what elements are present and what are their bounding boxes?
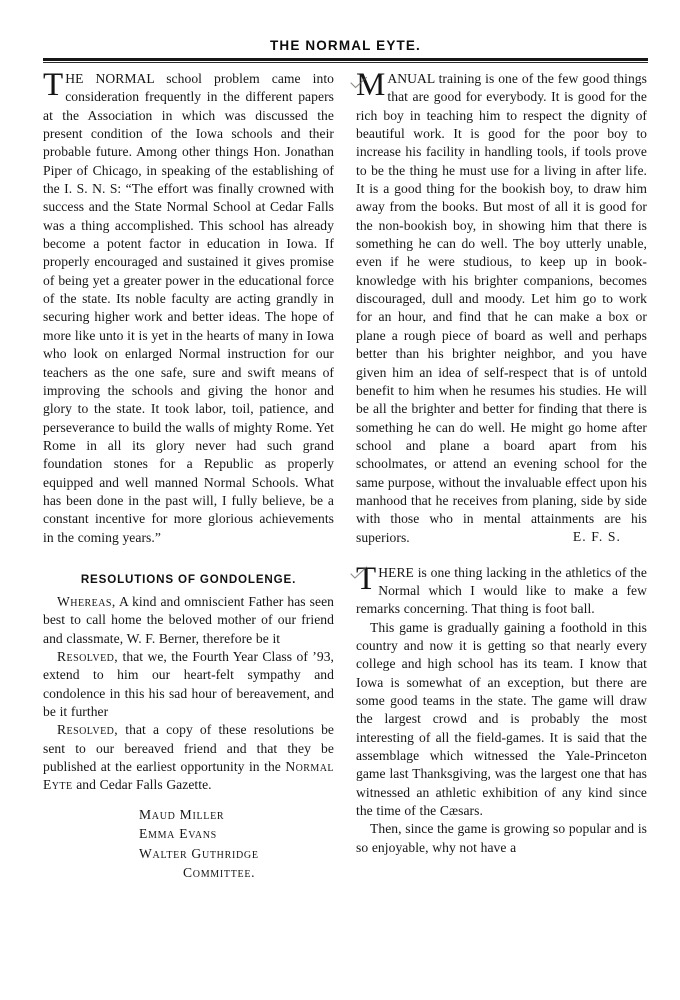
header-rule-group [43, 58, 648, 63]
whereas-lead: Whereas, [57, 593, 116, 609]
page-header [43, 38, 648, 53]
right-column [356, 67, 647, 990]
article-football-paragraph-2 [356, 619, 647, 821]
two-column-body [43, 67, 648, 990]
article-normal-school-text: HE NORMAL school problem came into consideration frequently in the different papers at the Association in which was discussed the present condition of the Iowa schools and their probable future. Among other things Hon. Jonathan Piper of Chicago, in speaking of the establishing of the I. S. N. S: “The effort was finally crowned with success and the State Normal School at Cedar Falls was a thing accomplished. This school has already become a potent factor in education in Iowa. If properly encouraged and sustained it gives promise of being yet a greater power in the educational force of the state. Its noble faculty are acting grandly in securing higher work and better ideas. The hope of more like unto it is yet in the hearts of many in Iowa who look on enlarged Normal instruction for our teachers as the one safe, sure and swift means of improving the schools and giving the honor and glory to the state. It took labor, toil, patience, and perseverance to build the walls of mighty Rome. Yet Rome in all its glory never had such grand foundation stones for a Republic as properly equipped and well manned Normal Schools. What has been done in the past will, I fully believe, be a constant incentive for more glorious achievements in the coming years.” [43, 71, 334, 545]
signature-committee-label: Committee. [183, 865, 256, 881]
dropcap-t: T [43, 67, 64, 103]
resolved-text-2a: that a copy of these resolutions be sent to our bereaved friend and that they be published at the earliest opportunity in the [43, 722, 334, 775]
article-football-text-2: This game is gradually gaining a foothold in this country and now it is getting so that nearly every college and high school has its team. I know that Iowa is somewhat of an exception, but there are some good teams in the state. The game will draw the largest crowd and is probably the most interesting of all the field-games. It is said that the assemblage which witnessed the Yale-Princeton game last Thanksgiving, was the largest one that has witnessed an athletic exhibition of any kind since the time of the Cæsars. [356, 619, 647, 819]
section-heading-resolutions: RESOLUTIONS OF GONDOLENGE. [80, 572, 297, 586]
signature-block [43, 805, 334, 883]
article-football-text-3: Then, since the game is growing so popular and is so enjoyable, why not have a [356, 821, 647, 855]
publication-name: Normal Eyte [43, 759, 334, 793]
resolution-paragraph-first [43, 648, 334, 721]
article-normal-school [43, 67, 334, 547]
article-manual-training-text: ANUAL training is one of the few good things that are good for everybody. It is good for the rich boy in teaching him to respect the dignity of beautiful work. It is good for the poor boy to increase his facility in handling tools, if tools prove to be the thing he must use for a living in after life. It is a good thing for the bookish boy, to draw him away from the books. But most of all it is good for the non-bookish boy, in showing him that there is something he can do well. The boy utterly unable, even if he were studious, to keep up in book-knowledge with his brighter companions, becomes discouraged, dull and moody. Let him go to work for an hour, and find that he can make a box or plane a rough piece of board as well and perhaps better than his brighter neighbor, and you have given him an idea of self-respect that is of untold benefit to him when he resumes his studies. He will be all the brighter and better for finding that there is something he can do well. He might go home after school and plane a board apart from his schoolmates, or attend an evening school for the same purpose, without the invaluable effect upon his manhood that he receives from planing, side by side with those who in mental attainments are his superiors. [356, 71, 647, 545]
article-football-paragraph-3 [356, 820, 647, 857]
header-rule-thin [43, 62, 648, 63]
resolved-lead-2: Resolved, [57, 722, 119, 738]
resolution-paragraph-whereas [43, 593, 334, 648]
whereas-text: A kind and omniscient Father has seen best to call home the beloved mother of our friend and classmate, W. F. Berner, therefore be it [43, 593, 334, 646]
article-football-text-1: HERE is one thing lacking in the athletics of the Normal which I would like to make a few remarks concerning. That thing is foot ball. [356, 564, 647, 617]
dropcap-t-football: T [356, 560, 377, 597]
left-column [43, 67, 334, 990]
article-manual-training [356, 67, 647, 547]
signature-line: Walter Guthridge [139, 845, 259, 861]
article-football-intro [356, 560, 647, 619]
signature-line: Maud Miller [139, 806, 225, 822]
resolution-paragraph-second [43, 721, 334, 794]
signature-line: Emma Evans [139, 826, 217, 842]
running-head: THE NORMAL EYTE. [270, 38, 421, 53]
article-byline-efs: E. F. S. [572, 528, 621, 544]
resolved-text-1: that we, the Fourth Year Class of ’93, extend to him our heart-felt sympathy and condolence in this his sad hour of bereavement, and be it further [43, 648, 334, 719]
resolved-lead-1: Resolved, [57, 648, 119, 664]
resolved-text-2b: and Cedar Falls Gazette. [72, 777, 212, 793]
dropcap-m: M [356, 67, 386, 103]
